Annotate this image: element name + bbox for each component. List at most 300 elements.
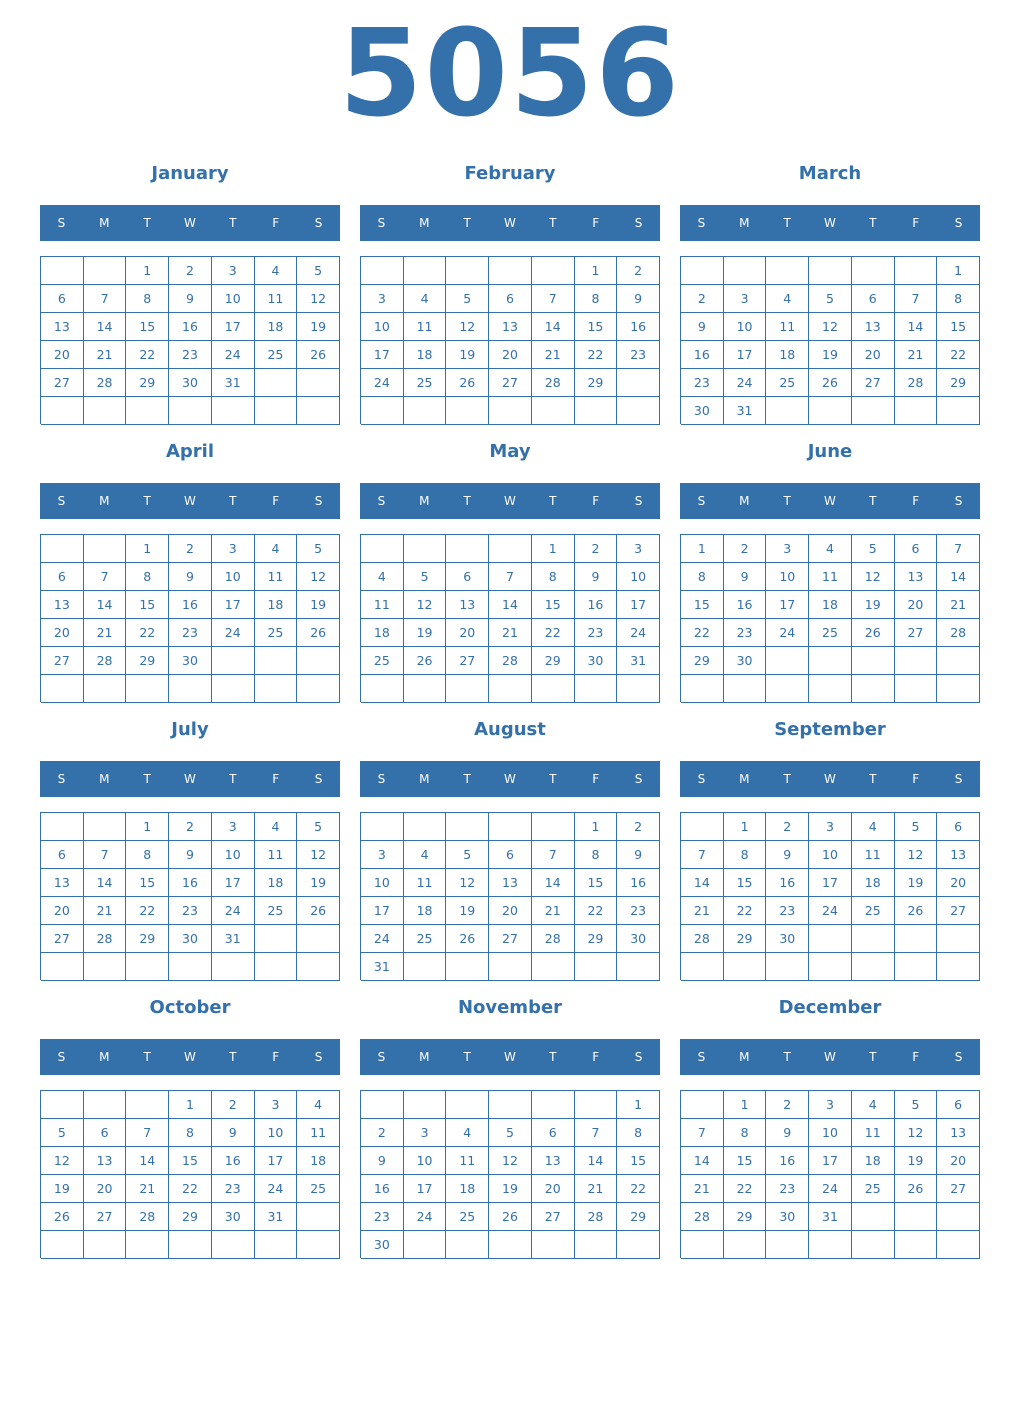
day-cell: 28: [532, 369, 575, 397]
empty-day-cell: [255, 953, 298, 981]
day-cell: 27: [852, 369, 895, 397]
day-cell: 12: [489, 1147, 532, 1175]
day-cell: 11: [404, 313, 447, 341]
day-cell: 26: [297, 341, 340, 369]
day-cell: 14: [937, 563, 980, 591]
day-cell: 14: [84, 591, 127, 619]
empty-day-cell: [361, 813, 404, 841]
day-cell: 12: [895, 1119, 938, 1147]
empty-day-cell: [84, 535, 127, 563]
day-cell: 5: [489, 1119, 532, 1147]
day-cell: 16: [575, 591, 618, 619]
empty-day-cell: [766, 675, 809, 703]
day-cell: 25: [255, 341, 298, 369]
day-cell: 2: [169, 813, 212, 841]
empty-day-cell: [895, 1231, 938, 1259]
month-name: June: [807, 441, 853, 462]
day-cell: 9: [169, 563, 212, 591]
day-cell: 17: [809, 1147, 852, 1175]
empty-day-cell: [255, 369, 298, 397]
day-cell: 4: [766, 285, 809, 313]
weekday-label: W: [504, 216, 516, 230]
empty-day-cell: [681, 813, 724, 841]
empty-day-cell: [809, 1231, 852, 1259]
weekday-label: S: [314, 216, 323, 230]
day-cell: 9: [766, 1119, 809, 1147]
day-cell: 10: [766, 563, 809, 591]
day-cell: 11: [255, 563, 298, 591]
empty-day-cell: [575, 1231, 618, 1259]
day-cell: 26: [404, 647, 447, 675]
day-grid: [680, 256, 980, 424]
day-cell: 30: [169, 925, 212, 953]
day-cell: 10: [255, 1119, 298, 1147]
day-cell: 4: [361, 563, 404, 591]
weekday-label: F: [592, 1050, 600, 1064]
day-cell: 7: [532, 841, 575, 869]
day-cell: 13: [937, 841, 980, 869]
day-grid: [360, 1090, 660, 1258]
day-cell: 6: [852, 285, 895, 313]
day-cell: 11: [255, 841, 298, 869]
day-cell: 20: [41, 619, 84, 647]
day-cell: 8: [724, 841, 767, 869]
day-cell: 3: [361, 841, 404, 869]
empty-day-cell: [84, 257, 127, 285]
day-cell: 8: [126, 285, 169, 313]
day-cell: 20: [446, 619, 489, 647]
day-cell: 20: [489, 897, 532, 925]
empty-day-cell: [724, 953, 767, 981]
day-cell: 30: [169, 369, 212, 397]
weekday-header: [680, 761, 980, 797]
day-cell: 25: [255, 619, 298, 647]
day-cell: 21: [532, 897, 575, 925]
weekday-label: W: [504, 1050, 516, 1064]
day-cell: 27: [489, 369, 532, 397]
empty-day-cell: [404, 1231, 447, 1259]
day-cell: 28: [489, 647, 532, 675]
day-cell: 19: [297, 591, 340, 619]
day-cell: 14: [126, 1147, 169, 1175]
day-cell: 1: [617, 1091, 660, 1119]
day-cell: 25: [404, 925, 447, 953]
empty-day-cell: [41, 675, 84, 703]
day-cell: 23: [169, 897, 212, 925]
day-cell: 23: [681, 369, 724, 397]
empty-day-cell: [255, 925, 298, 953]
year-title: 5056: [339, 5, 681, 144]
day-cell: 20: [895, 591, 938, 619]
empty-day-cell: [84, 675, 127, 703]
empty-day-cell: [895, 257, 938, 285]
empty-day-cell: [489, 813, 532, 841]
empty-day-cell: [297, 397, 340, 425]
day-cell: 29: [575, 369, 618, 397]
empty-day-cell: [895, 1203, 938, 1231]
day-cell: 16: [617, 313, 660, 341]
day-cell: 28: [895, 369, 938, 397]
day-cell: 31: [212, 925, 255, 953]
empty-day-cell: [575, 397, 618, 425]
day-cell: 13: [532, 1147, 575, 1175]
weekday-label: W: [824, 772, 836, 786]
weekday-label: T: [549, 494, 557, 508]
day-cell: 5: [809, 285, 852, 313]
weekday-header: [680, 483, 980, 519]
day-cell: 9: [681, 313, 724, 341]
empty-day-cell: [489, 953, 532, 981]
empty-day-cell: [575, 953, 618, 981]
day-cell: 5: [852, 535, 895, 563]
day-cell: 27: [937, 897, 980, 925]
day-cell: 12: [297, 285, 340, 313]
day-cell: 2: [766, 1091, 809, 1119]
empty-day-cell: [766, 647, 809, 675]
day-cell: 14: [532, 313, 575, 341]
day-cell: 29: [126, 369, 169, 397]
day-cell: 9: [617, 285, 660, 313]
day-cell: 28: [532, 925, 575, 953]
day-cell: 9: [766, 841, 809, 869]
day-cell: 11: [852, 841, 895, 869]
empty-day-cell: [169, 675, 212, 703]
day-cell: 29: [126, 647, 169, 675]
day-cell: 8: [532, 563, 575, 591]
day-grid: [40, 812, 340, 980]
weekday-label: T: [143, 494, 151, 508]
day-cell: 22: [681, 619, 724, 647]
day-cell: 30: [724, 647, 767, 675]
day-cell: 22: [937, 341, 980, 369]
empty-day-cell: [212, 397, 255, 425]
day-cell: 18: [297, 1147, 340, 1175]
day-cell: 2: [169, 535, 212, 563]
empty-day-cell: [489, 675, 532, 703]
weekday-label: F: [272, 772, 280, 786]
day-cell: 7: [681, 1119, 724, 1147]
day-cell: 7: [489, 563, 532, 591]
day-cell: 10: [212, 841, 255, 869]
day-cell: 10: [361, 313, 404, 341]
day-cell: 10: [617, 563, 660, 591]
day-cell: 22: [169, 1175, 212, 1203]
day-cell: 21: [937, 591, 980, 619]
day-cell: 3: [724, 285, 767, 313]
day-cell: 12: [446, 869, 489, 897]
empty-day-cell: [532, 257, 575, 285]
weekday-label: T: [229, 216, 237, 230]
day-cell: 15: [575, 313, 618, 341]
day-cell: 30: [575, 647, 618, 675]
day-cell: 26: [895, 897, 938, 925]
day-cell: 22: [724, 897, 767, 925]
day-cell: 16: [766, 1147, 809, 1175]
empty-day-cell: [617, 1231, 660, 1259]
day-cell: 28: [681, 1203, 724, 1231]
day-cell: 26: [895, 1175, 938, 1203]
day-cell: 26: [446, 925, 489, 953]
day-cell: 29: [937, 369, 980, 397]
day-cell: 8: [617, 1119, 660, 1147]
empty-day-cell: [404, 535, 447, 563]
day-cell: 13: [41, 591, 84, 619]
weekday-label: M: [739, 772, 750, 786]
empty-day-cell: [169, 1231, 212, 1259]
day-cell: 5: [895, 1091, 938, 1119]
empty-day-cell: [895, 675, 938, 703]
day-cell: 4: [852, 813, 895, 841]
day-cell: 10: [212, 285, 255, 313]
day-cell: 2: [617, 813, 660, 841]
day-cell: 29: [724, 925, 767, 953]
day-cell: 2: [766, 813, 809, 841]
empty-day-cell: [532, 813, 575, 841]
weekday-label: T: [463, 772, 471, 786]
day-cell: 17: [809, 869, 852, 897]
month-name: April: [165, 441, 215, 462]
weekday-label: S: [377, 772, 386, 786]
day-cell: 20: [41, 341, 84, 369]
empty-day-cell: [255, 1231, 298, 1259]
day-cell: 18: [361, 619, 404, 647]
empty-day-cell: [937, 1203, 980, 1231]
day-cell: 14: [532, 869, 575, 897]
day-cell: 2: [361, 1119, 404, 1147]
day-cell: 14: [84, 869, 127, 897]
empty-day-cell: [41, 953, 84, 981]
day-cell: 19: [895, 1147, 938, 1175]
empty-day-cell: [724, 675, 767, 703]
weekday-label: S: [634, 772, 643, 786]
day-cell: 24: [809, 1175, 852, 1203]
empty-day-cell: [852, 1203, 895, 1231]
day-cell: 16: [169, 313, 212, 341]
day-cell: 22: [126, 341, 169, 369]
day-cell: 29: [681, 647, 724, 675]
day-cell: 11: [255, 285, 298, 313]
empty-day-cell: [937, 925, 980, 953]
empty-day-cell: [361, 1091, 404, 1119]
empty-day-cell: [255, 397, 298, 425]
weekday-label: T: [229, 1050, 237, 1064]
day-cell: 31: [617, 647, 660, 675]
day-cell: 27: [41, 369, 84, 397]
day-cell: 15: [126, 313, 169, 341]
day-cell: 3: [766, 535, 809, 563]
empty-day-cell: [895, 397, 938, 425]
day-cell: 30: [617, 925, 660, 953]
day-cell: 2: [681, 285, 724, 313]
day-cell: 11: [766, 313, 809, 341]
day-cell: 23: [169, 341, 212, 369]
weekday-header: [40, 761, 340, 797]
weekday-label: W: [184, 772, 196, 786]
day-cell: 13: [937, 1119, 980, 1147]
day-cell: 28: [84, 647, 127, 675]
weekday-label: T: [783, 216, 791, 230]
day-cell: 15: [169, 1147, 212, 1175]
empty-day-cell: [937, 675, 980, 703]
day-cell: 25: [852, 897, 895, 925]
day-cell: 17: [361, 897, 404, 925]
weekday-label: T: [143, 1050, 151, 1064]
weekday-label: S: [697, 494, 706, 508]
day-cell: 2: [724, 535, 767, 563]
weekday-label: T: [463, 1050, 471, 1064]
empty-day-cell: [681, 953, 724, 981]
day-cell: 21: [532, 341, 575, 369]
day-cell: 3: [809, 1091, 852, 1119]
day-cell: 20: [532, 1175, 575, 1203]
day-cell: 2: [169, 257, 212, 285]
day-cell: 11: [297, 1119, 340, 1147]
weekday-label: F: [912, 772, 920, 786]
day-cell: 26: [809, 369, 852, 397]
empty-day-cell: [446, 675, 489, 703]
day-cell: 21: [84, 619, 127, 647]
day-cell: 1: [681, 535, 724, 563]
day-cell: 9: [575, 563, 618, 591]
day-cell: 28: [681, 925, 724, 953]
day-grid: [40, 256, 340, 424]
empty-day-cell: [446, 953, 489, 981]
weekday-label: T: [869, 494, 877, 508]
day-cell: 8: [126, 841, 169, 869]
day-cell: 14: [681, 1147, 724, 1175]
day-cell: 27: [41, 647, 84, 675]
day-cell: 27: [895, 619, 938, 647]
weekday-label: S: [314, 772, 323, 786]
day-cell: 17: [212, 591, 255, 619]
day-cell: 9: [169, 841, 212, 869]
day-cell: 21: [84, 897, 127, 925]
day-cell: 21: [126, 1175, 169, 1203]
day-cell: 24: [361, 925, 404, 953]
weekday-label: F: [592, 494, 600, 508]
weekday-label: S: [634, 1050, 643, 1064]
weekday-label: M: [99, 772, 110, 786]
empty-day-cell: [84, 953, 127, 981]
weekday-label: W: [184, 1050, 196, 1064]
empty-day-cell: [852, 675, 895, 703]
empty-day-cell: [446, 1231, 489, 1259]
empty-day-cell: [446, 257, 489, 285]
weekday-label: F: [912, 216, 920, 230]
day-cell: 16: [681, 341, 724, 369]
day-cell: 10: [809, 1119, 852, 1147]
day-cell: 21: [681, 1175, 724, 1203]
day-cell: 22: [532, 619, 575, 647]
day-cell: 3: [809, 813, 852, 841]
day-cell: 19: [895, 869, 938, 897]
empty-day-cell: [361, 257, 404, 285]
day-cell: 30: [212, 1203, 255, 1231]
day-cell: 1: [724, 813, 767, 841]
day-cell: 13: [446, 591, 489, 619]
day-cell: 6: [937, 1091, 980, 1119]
empty-day-cell: [681, 257, 724, 285]
day-cell: 26: [489, 1203, 532, 1231]
day-cell: 30: [766, 925, 809, 953]
weekday-label: F: [272, 1050, 280, 1064]
day-cell: 3: [255, 1091, 298, 1119]
day-grid: [40, 534, 340, 702]
day-cell: 18: [404, 897, 447, 925]
weekday-header: [680, 205, 980, 241]
day-cell: 24: [361, 369, 404, 397]
empty-day-cell: [212, 647, 255, 675]
day-cell: 29: [724, 1203, 767, 1231]
day-cell: 27: [41, 925, 84, 953]
empty-day-cell: [126, 953, 169, 981]
day-cell: 16: [361, 1175, 404, 1203]
day-cell: 5: [297, 535, 340, 563]
day-cell: 19: [297, 869, 340, 897]
day-cell: 28: [575, 1203, 618, 1231]
empty-day-cell: [895, 953, 938, 981]
day-cell: 4: [404, 841, 447, 869]
empty-day-cell: [532, 1231, 575, 1259]
empty-day-cell: [169, 397, 212, 425]
empty-day-cell: [169, 953, 212, 981]
day-cell: 30: [361, 1231, 404, 1259]
day-cell: 4: [255, 257, 298, 285]
empty-day-cell: [809, 257, 852, 285]
day-cell: 22: [126, 619, 169, 647]
day-cell: 24: [617, 619, 660, 647]
weekday-header: [40, 205, 340, 241]
weekday-label: M: [419, 772, 430, 786]
day-cell: 15: [126, 591, 169, 619]
weekday-label: S: [954, 1050, 963, 1064]
empty-day-cell: [937, 647, 980, 675]
day-cell: 9: [212, 1119, 255, 1147]
weekday-label: S: [954, 216, 963, 230]
day-cell: 3: [212, 535, 255, 563]
day-cell: 4: [404, 285, 447, 313]
day-cell: 1: [575, 257, 618, 285]
empty-day-cell: [404, 675, 447, 703]
day-cell: 21: [895, 341, 938, 369]
day-cell: 9: [724, 563, 767, 591]
weekday-label: T: [783, 1050, 791, 1064]
day-cell: 11: [404, 869, 447, 897]
empty-day-cell: [532, 397, 575, 425]
day-cell: 18: [255, 313, 298, 341]
empty-day-cell: [617, 397, 660, 425]
day-cell: 4: [446, 1119, 489, 1147]
weekday-header: [360, 205, 660, 241]
day-cell: 13: [84, 1147, 127, 1175]
weekday-label: S: [634, 494, 643, 508]
day-cell: 8: [169, 1119, 212, 1147]
weekday-label: T: [869, 216, 877, 230]
empty-day-cell: [852, 647, 895, 675]
day-grid: [40, 1090, 340, 1258]
day-cell: 23: [724, 619, 767, 647]
day-cell: 7: [532, 285, 575, 313]
empty-day-cell: [809, 675, 852, 703]
weekday-label: T: [143, 216, 151, 230]
day-cell: 2: [617, 257, 660, 285]
day-cell: 4: [809, 535, 852, 563]
day-cell: 10: [809, 841, 852, 869]
weekday-label: W: [504, 772, 516, 786]
empty-day-cell: [446, 1091, 489, 1119]
day-cell: 6: [489, 841, 532, 869]
day-cell: 17: [404, 1175, 447, 1203]
